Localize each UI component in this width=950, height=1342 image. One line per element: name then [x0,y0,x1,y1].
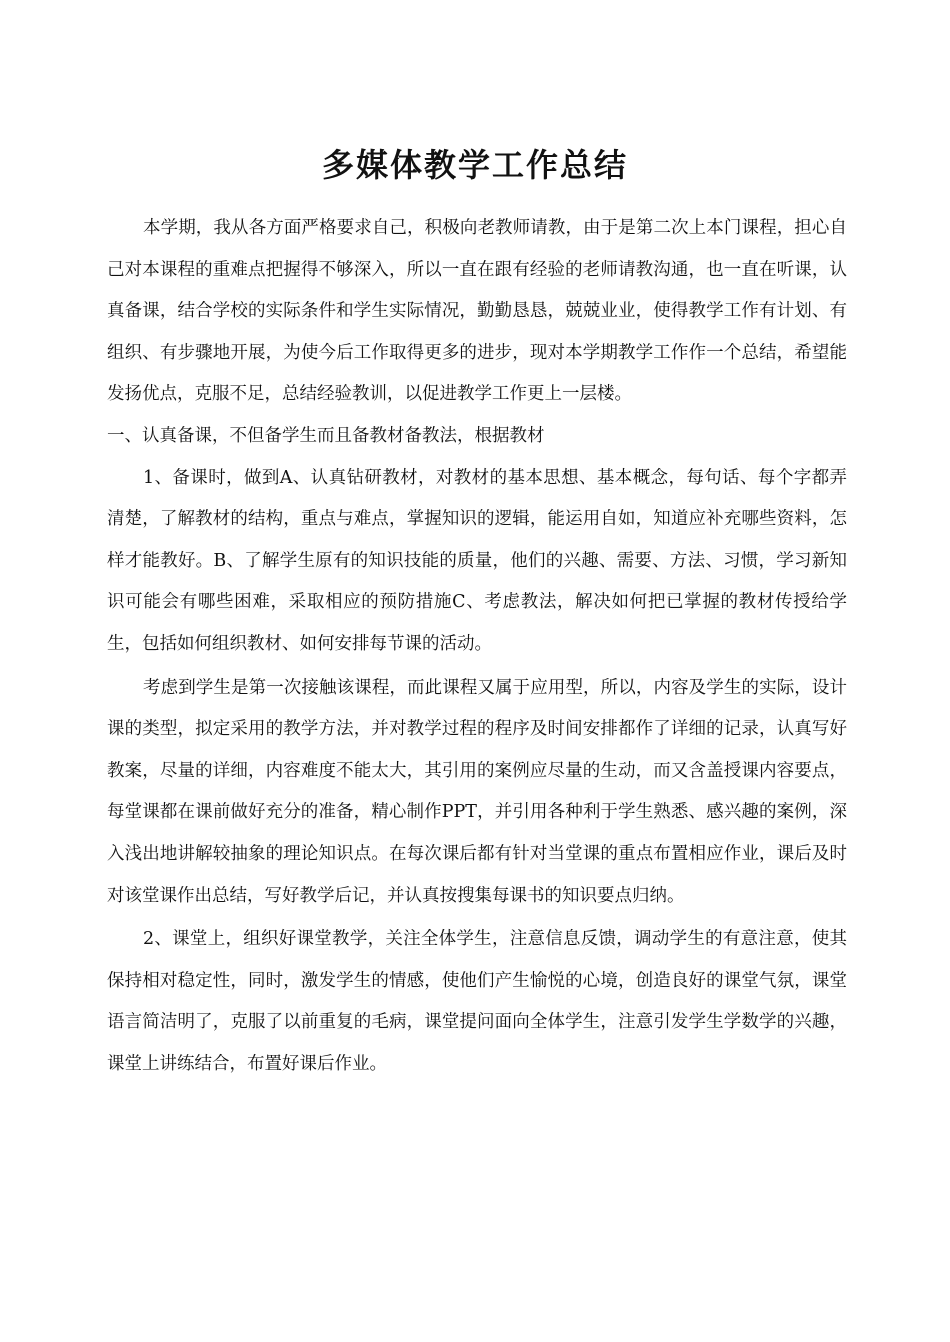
document-body [107,208,847,1085]
paragraph-point-1: 1、备课时，做到A、认真钻研教材，对教材的基本思想、基本概念，每句话、每个字都弄清楚，了解教材的结构，重点与难点，掌握知识的逻辑，能运用自如，知道应补充哪些资料，怎样才能教好。B、了解学生原有的知识技能的质量，他们的兴趣、需要、方法、习惯，学习新知识可能会有哪些困难，采取相应的预防措施C、考虑教法，解决如何把已掌握的教材传授给学生，包括如何组织教材、如何安排每节课的活动。 [107,467,847,654]
paragraph-intro: 本学期，我从各方面严格要求自己，积极向老教师请教，由于是第二次上本门课程，担心自己对本课程的重难点把握得不够深入，所以一直在跟有经验的老师请教沟通，也一直在听课，认真备课，结合学校的实际条件和学生实际情况，勤勤恳恳，兢兢业业，使得教学工作有计划、有组织、有步骤地开展，为使今后工作取得更多的进步，现对本学期教学工作作一个总结，希望能发扬优点，克服不足，总结经验教训，以促进教学工作更上一层楼。 [107,218,847,405]
paragraph-point-2: 2、课堂上，组织好课堂教学，关注全体学生，注意信息反馈，调动学生的有意注意，使其保持相对稳定性，同时，激发学生的情感，使他们产生愉悦的心境，创造良好的课堂气氛，课堂语言简洁明了，克服了以前重复的毛病，课堂提问面向全体学生，注意引发学生学数学的兴趣，课堂上讲练结合，布置好课后作业。 [107,929,847,1074]
section-heading-1: 一、认真备课，不但备学生而且备教材备教法，根据教材 [107,425,545,446]
paragraph-point-1-continued: 考虑到学生是第一次接触该课程，而此课程又属于应用型，所以，内容及学生的实际，设计课的类型，拟定采用的教学方法，并对教学过程的程序及时间安排都作了详细的记录，认真写好教案，尽量的详细，内容难度不能太大，其引用的案例应尽量的生动，而又含盖授课内容要点，每堂课都在课前做好充分的准备，精心制作PPT，并引用各种利于学生熟悉、感兴趣的案例，深入浅出地讲解较抽象的理论知识点。在每次课后都有针对当堂课的重点布置相应作业，课后及时对该堂课作出总结，写好教学后记，并认真按搜集每课书的知识要点归纳。 [107,677,847,906]
document-title: 多媒体教学工作总结 [321,146,628,184]
